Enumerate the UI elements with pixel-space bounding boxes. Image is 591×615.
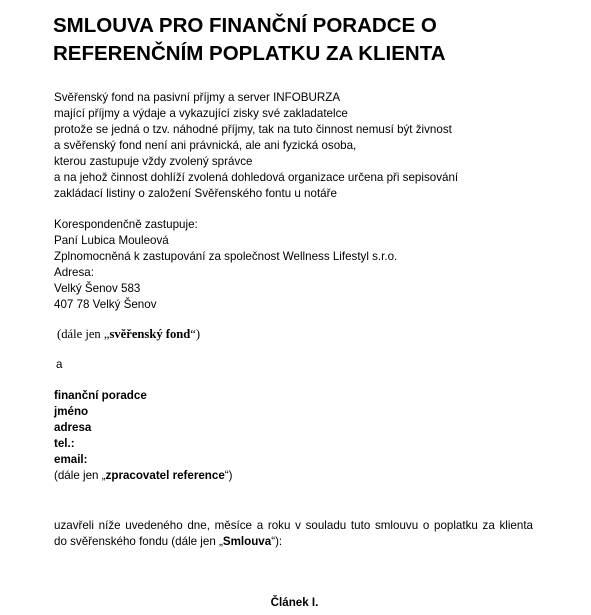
closing-paragraph: [54, 518, 533, 550]
contract-term: Smlouva: [222, 535, 272, 548]
advisor-definition-suffix: “): [224, 469, 233, 482]
intro-line: kterou zastupuje vždy zvolený správce: [54, 155, 253, 168]
document-title: [53, 12, 583, 68]
advisor-definition-prefix: (dále jen „: [54, 469, 106, 482]
advisor-email-label: email:: [54, 453, 88, 466]
advisor-block: [54, 388, 233, 484]
fund-definition-term: svěřenský fond: [109, 327, 191, 341]
closing-line-1: uzavřeli níže uvedeného dne, měsíce a roku v souladu tuto smlouvu o poplatku za klienta: [54, 519, 533, 532]
fund-definition-prefix: (dále jen „: [57, 327, 110, 341]
closing-suffix: “):: [271, 535, 283, 548]
correspondence-line: Velký Šenov 583: [54, 282, 141, 295]
fund-definition: [57, 327, 200, 342]
advisor-definition: [54, 468, 233, 484]
article-heading-text: Článek I.: [270, 596, 319, 609]
intro-line: Svěřenský fond na pasivní příjmy a server INFOBURZA: [54, 91, 341, 104]
title-line-2: REFERENČNÍM POPLATKU ZA KLIENTA: [53, 42, 446, 65]
correspondence-line: Paní Lubica Mouleová: [54, 234, 169, 247]
conjunction-a: a: [56, 358, 63, 371]
closing-prefix: do svěřenského fondu (dále jen „: [54, 535, 223, 548]
advisor-phone-label: tel.:: [54, 437, 75, 450]
intro-line: protože se jedná o tzv. náhodné příjmy, tak na tuto činnost nemusí být živnost: [54, 123, 452, 136]
article-heading: [0, 596, 591, 610]
intro-line: a svěřenský fond není ani právnická, ale ani fyzická osoba,: [54, 139, 357, 152]
advisor-definition-term: zpracovatel reference: [105, 469, 225, 482]
intro-line: a na jehož činnost dohlíží zvolená dohledová organizace určena při sepisování: [54, 171, 459, 184]
title-line-1: SMLOUVA PRO FINANČNÍ PORADCE O: [53, 14, 437, 37]
fund-definition-suffix: “): [190, 327, 201, 341]
advisor-name-label: jméno: [54, 405, 89, 418]
correspondence-line: Korespondenčně zastupuje:: [54, 218, 198, 231]
advisor-role: finanční poradce: [54, 389, 147, 402]
correspondence-line: Zplnomocněná k zastupování za společnost Wellness Lifestyl s.r.o.: [54, 250, 398, 263]
correspondence-line: 407 78 Velký Šenov: [54, 298, 157, 311]
intro-paragraph: [54, 90, 458, 202]
intro-line: mající příjmy a výdaje a vykazující zisky své zakladatelce: [54, 107, 348, 120]
closing-line-2: [54, 534, 533, 550]
intro-line: zakládací listiny o založení Svěřenského fontu u notáře: [54, 187, 337, 200]
advisor-address-label: adresa: [54, 421, 92, 434]
correspondence-block: [54, 217, 397, 313]
correspondence-line: Adresa:: [54, 266, 94, 279]
